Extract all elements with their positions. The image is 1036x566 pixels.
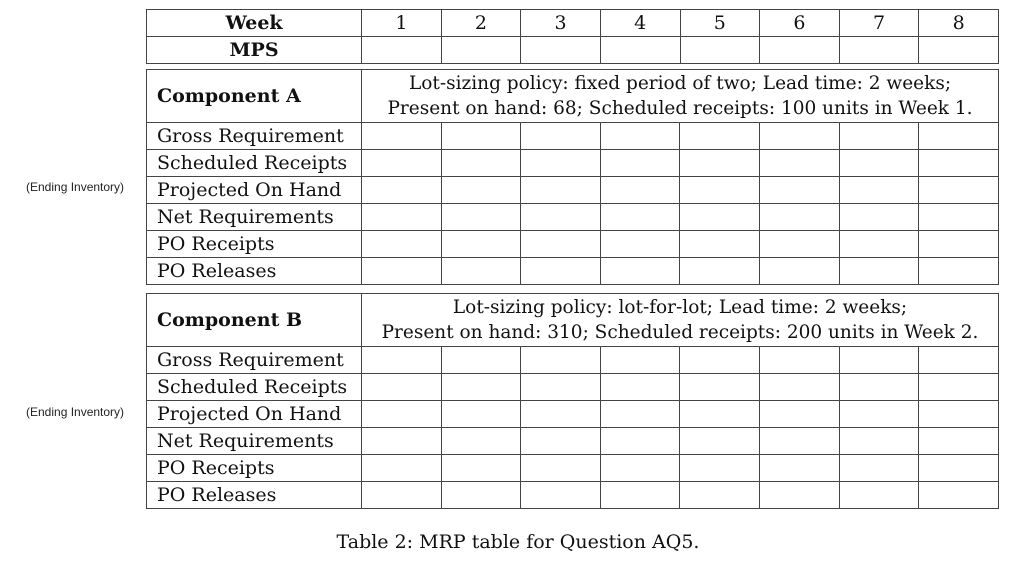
table-cell [680,428,760,455]
table-cell [760,482,840,509]
table-cell [600,204,680,231]
component-a-table [146,69,999,285]
table-cell [919,455,999,482]
table-cell [760,150,840,177]
table-cell [839,177,919,204]
mrp-row [147,177,999,204]
component-a-rows [147,123,999,285]
table-cell [521,231,601,258]
table-cell [362,455,442,482]
table-cell [441,123,521,150]
ending-inventory-note-b: (Ending Inventory) [26,405,125,419]
table-cell [919,150,999,177]
row-label: Net Requirements [147,428,362,455]
component-b-policy-line2: Present on hand: 310; Scheduled receipts: 200 units in Week 2. [381,322,979,343]
ending-inventory-note-a: (Ending Inventory) [26,180,125,194]
table-cell [760,177,840,204]
table-cell [600,482,680,509]
table-cell [600,177,680,204]
table-cell [441,428,521,455]
table-cell [839,428,919,455]
table-cell [362,428,442,455]
component-a-policy [362,70,999,123]
table-cell [441,374,521,401]
component-b-table [146,293,999,509]
table-cell [680,37,760,64]
row-label: Gross Requirement [147,347,362,374]
table-cell [521,258,601,285]
table-cell [680,482,760,509]
table-cell [362,374,442,401]
table-cell [680,204,760,231]
table-cell [362,177,442,204]
mrp-row [147,401,999,428]
table-cell [760,347,840,374]
table-cell [362,37,442,64]
table-cell [362,231,442,258]
table-cell [760,374,840,401]
table-cell [362,482,442,509]
table-cell [919,123,999,150]
table-cell [600,455,680,482]
table-cell [919,204,999,231]
table-cell [362,123,442,150]
week-number: 7 [839,10,919,37]
table-cell [680,150,760,177]
table-cell [600,123,680,150]
mrp-row [147,204,999,231]
week-number: 2 [441,10,521,37]
table-cell [839,258,919,285]
table-cell [521,374,601,401]
table-cell [441,177,521,204]
week-number: 6 [760,10,840,37]
table-cell [441,401,521,428]
table-cell [441,204,521,231]
table-cell [521,428,601,455]
table-cell [839,204,919,231]
week-number: 4 [600,10,680,37]
component-b-title: Component B [147,294,362,347]
table-cell [839,347,919,374]
table-cell [760,204,840,231]
table-cell [600,347,680,374]
table-cell [919,401,999,428]
table-cell [680,123,760,150]
row-label: Scheduled Receipts [147,374,362,401]
table-cell [760,401,840,428]
component-a-policy-line2: Present on hand: 68; Scheduled receipts: 100 units in Week 1. [387,98,973,119]
table-cell [441,347,521,374]
table-cell [680,258,760,285]
table-cell [919,428,999,455]
table-cell [680,347,760,374]
table-cell [521,347,601,374]
table-cell [760,258,840,285]
table-cell [362,258,442,285]
mrp-row [147,428,999,455]
table-cell [839,401,919,428]
component-b-policy [362,294,999,347]
component-b-header [147,294,999,347]
row-label: PO Releases [147,258,362,285]
table-cell [441,455,521,482]
table-cell [600,401,680,428]
mps-row [147,37,999,64]
table-cell [760,428,840,455]
component-a-policy-line1: Lot-sizing policy: fixed period of two; Lead time: 2 weeks; [408,73,952,94]
table-cell [521,177,601,204]
mrp-row [147,482,999,509]
week-row [147,10,999,37]
row-label: PO Receipts [147,231,362,258]
table-cell [680,455,760,482]
table-cell [441,37,521,64]
table-cell [760,123,840,150]
row-label: PO Receipts [147,455,362,482]
mrp-row [147,347,999,374]
table-cell [600,374,680,401]
table-cell [521,37,601,64]
table-cell [600,231,680,258]
table-cell [521,401,601,428]
component-a-header [147,70,999,123]
mrp-row [147,455,999,482]
mrp-row [147,374,999,401]
table-cell [919,482,999,509]
table-cell [521,455,601,482]
table-cell [839,231,919,258]
table-cell [680,374,760,401]
week-number: 8 [919,10,999,37]
row-label: PO Releases [147,482,362,509]
mrp-row [147,231,999,258]
table-cell [919,231,999,258]
table-cell [839,455,919,482]
table-cell [362,347,442,374]
component-a-title: Component A [147,70,362,123]
row-label: Projected On Hand [147,401,362,428]
table-cell [362,401,442,428]
row-label: Net Requirements [147,204,362,231]
week-number: 1 [362,10,442,37]
table-cell [521,204,601,231]
table-cell [362,150,442,177]
table-cell [521,123,601,150]
mrp-row [147,150,999,177]
table-cell [919,374,999,401]
week-number: 5 [680,10,760,37]
table-cell [600,258,680,285]
component-b-rows [147,347,999,509]
table-cell [839,123,919,150]
table-cell [680,177,760,204]
table-cell [441,258,521,285]
table-cell [680,231,760,258]
mps-label: MPS [147,37,362,64]
table-cell [919,177,999,204]
week-number: 3 [521,10,601,37]
component-b-policy-line1: Lot-sizing policy: lot-for-lot; Lead time: 2 weeks; [452,297,908,318]
mrp-row [147,258,999,285]
table-cell [441,150,521,177]
table-cell [521,482,601,509]
table-cell [760,37,840,64]
table-cell [839,37,919,64]
table-caption: Table 2: MRP table for Question AQ5. [336,531,700,553]
table-cell [839,150,919,177]
week-label: Week [147,10,362,37]
table-cell [760,455,840,482]
table-cell [600,150,680,177]
table-cell [521,150,601,177]
row-label: Scheduled Receipts [147,150,362,177]
table-cell [839,374,919,401]
week-header-table [146,9,999,64]
table-cell [441,482,521,509]
table-cell [600,37,680,64]
mrp-row [147,123,999,150]
table-cell [362,204,442,231]
table-cell [919,37,999,64]
table-cell [839,482,919,509]
table-cell [441,231,521,258]
table-cell [680,401,760,428]
table-cell [919,347,999,374]
row-label: Projected On Hand [147,177,362,204]
table-cell [919,258,999,285]
table-cell [600,428,680,455]
table-cell [760,231,840,258]
row-label: Gross Requirement [147,123,362,150]
